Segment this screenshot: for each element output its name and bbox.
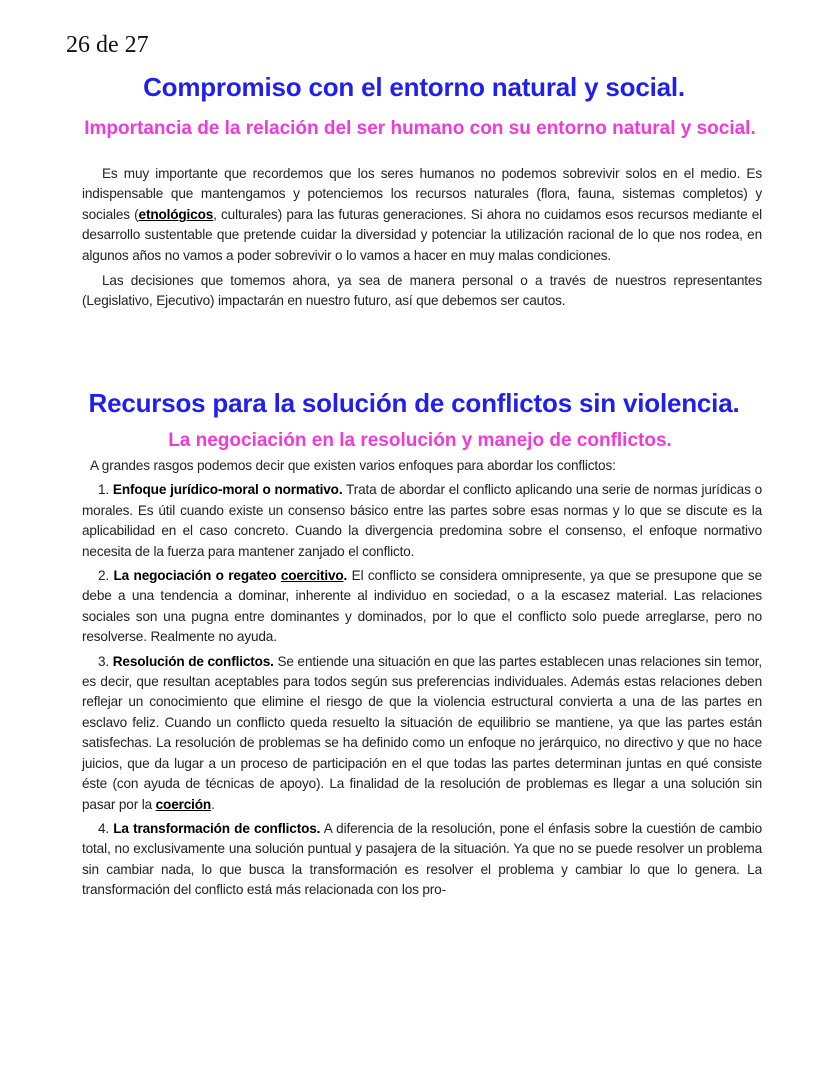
list-item: [82, 480, 762, 562]
item-text: Trata de abordar el conflicto aplicando una serie de normas jurídicas o morales. Es útil cuando existe un consenso básico entre las partes sobre esas normas y lo que se discute es la aplicabilidad en el caso concreto. Cuando la divergencia predomina sobre el consenso, el enfoque normativo necesita de la fuerza para mantener zanjado el conflicto.: [82, 482, 762, 559]
glossary-link-coercitivo[interactable]: coercitivo: [280, 568, 344, 584]
intro-paragraph: A grandes rasgos podemos decir que existen varios enfoques para abordar los conflictos:: [90, 458, 616, 473]
page-number: 26 de 27: [66, 32, 149, 58]
item-text: Se entiende una situación en que las partes establecen unas relaciones sin temor, es decir, que resultan aceptables para todos según sus preferencias individuales. Además estas relaciones deben reflejar un conocimiento que elimine el riesgo de que la violencia estructural convierta a una de las partes en esclavo feliz. Cuando un conflicto queda resuelto la situación de equilibrio se mantiene, ya que las partes están satisfechas. La resolución de problemas se ha definido como un enfoque no jerárquico, no directivo y que no hace juicios, que da lugar a un proceso de participación en el que todas las partes determinan juntas en qué consiste éste (con ayuda de técnicas de apoyo). La finalidad de la resolución de problemas es llegar a una solución sin pasar por la: [82, 653, 762, 812]
section-subtitle-negociacion: La negociación en la resolución y manejo de conflictos.: [168, 430, 672, 451]
section1-body: [82, 164, 762, 312]
glossary-link-etnologicos[interactable]: etnológicos: [138, 206, 214, 222]
item-number: 4.: [98, 820, 110, 836]
section2-body: [82, 456, 762, 901]
paragraph: [82, 164, 762, 266]
item-number: 1.: [98, 482, 110, 498]
punct: .: [211, 796, 215, 812]
item-text: A diferencia de la resolución, pone el énfasis sobre la cuestión de cambio total, no exclusivamente una solución puntual y pasajera de la situación. Ya que no se puede resolver un problema sin cambiar nada, lo que busca la transformación es resolver el problema y cambiar lo que lo genera. La transformación del conflicto está más relacionada con los pro-: [82, 820, 762, 898]
section-subtitle-importancia: Importancia de la relación del ser humano con su entorno natural y social.: [84, 118, 756, 139]
list-item: [82, 819, 762, 901]
item-heading: Resolución de conflictos.: [112, 653, 274, 669]
item-text: El conflicto se considera omnipresente, ya que se presupone que se debe a una tendencia a dominar, inherente al individuo en sociedad, o a la escasez material. Las relaciones sociales son una pugna entre dominantes y dominados, por lo que el conflicto solo puede arreglarse, pero no resolverse. Realmente no ayuda.: [82, 568, 762, 645]
item-heading: Enfoque jurídico-moral o normativo.: [112, 482, 343, 498]
punct: .: [343, 568, 348, 584]
section-title-recursos: Recursos para la solución de conflictos sin violencia.: [88, 388, 740, 418]
paragraph: Las decisiones que tomemos ahora, ya sea de manera personal o a través de nuestros representantes (Legislativo, Ejecutivo) impactarán en nuestro futuro, así que debemos ser cautos.: [82, 273, 762, 309]
text: Es muy importante que recordemos que los seres humanos no podemos sobrevivir solos en el medio. Es indispensable que mantengamos y potenciemos los recursos naturales (flora, fauna, sistemas completos) y sociales (: [82, 166, 762, 222]
text: , culturales) para las futuras generaciones. Si ahora no cuidamos esos recursos mediante el desarrollo sustentable que pretende cuidar la diversidad y potenciar la utilización racional de lo que nos rodea, en algunos años no vamos a poder sobrevivir o lo vamos a hacer en muy malas condiciones.: [82, 206, 763, 263]
list-item: [82, 652, 762, 815]
item-number: 2.: [98, 568, 110, 584]
item-heading: La negociación o regateo: [113, 568, 281, 584]
item-heading: La transformación de conflictos.: [113, 820, 321, 836]
item-number: 3.: [98, 653, 110, 669]
section-title-entorno: Compromiso con el entorno natural y social.: [143, 72, 685, 102]
list-item: [82, 566, 762, 648]
glossary-link-coercion[interactable]: coerción: [155, 796, 212, 812]
